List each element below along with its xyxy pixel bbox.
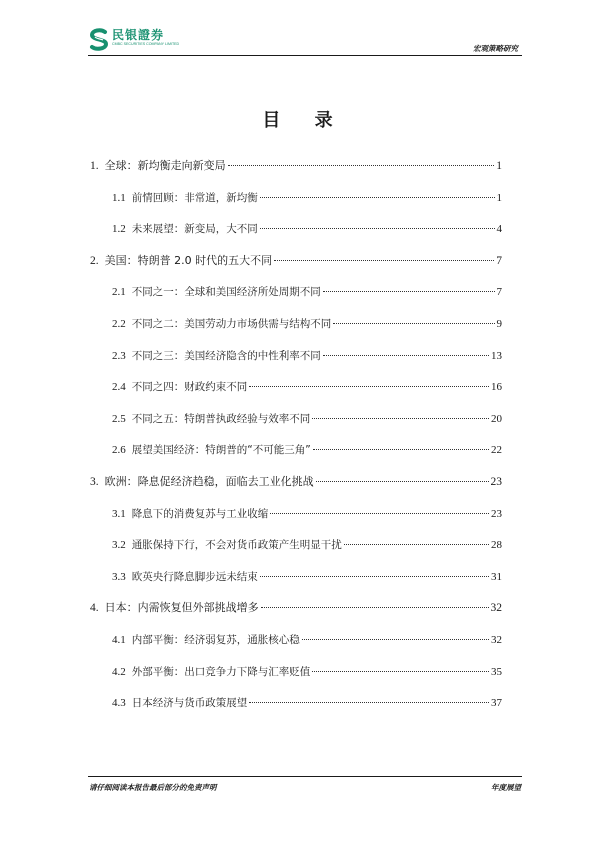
toc-leader-dots bbox=[274, 260, 494, 261]
toc-entry-title: 欧英央行降息脚步远未结束 bbox=[131, 571, 258, 583]
toc-entry-title: 内部平衡：经济弱复苏，通胀核心稳 bbox=[131, 634, 300, 646]
toc-entry-title: 美国：特朗普 2.0 时代的五大不同 bbox=[104, 254, 273, 267]
toc-entry-number: 1. bbox=[90, 160, 99, 172]
toc-chapter-entry[interactable] bbox=[90, 600, 502, 616]
toc-entry-number: 4. bbox=[90, 602, 99, 614]
toc-entry-number: 4.3 bbox=[112, 697, 126, 709]
toc-leader-dots bbox=[260, 228, 495, 229]
toc-leader-dots bbox=[312, 671, 489, 672]
toc-entry-number: 4.2 bbox=[112, 666, 126, 678]
report-type: 年度展望 bbox=[491, 783, 521, 792]
toc-page-number: 16 bbox=[491, 381, 502, 393]
toc-section-entry[interactable] bbox=[112, 569, 502, 585]
toc-leader-dots bbox=[228, 165, 495, 166]
toc-page-number: 13 bbox=[491, 350, 502, 362]
toc-chapter-entry[interactable] bbox=[90, 474, 502, 490]
toc-page-number: 4 bbox=[496, 223, 502, 235]
report-category: 宏观策略研究 bbox=[473, 44, 518, 53]
toc-entry-title: 未来展望：新变局，大不同 bbox=[131, 223, 258, 235]
toc-entry-title: 外部平衡：出口竞争力下降与汇率贬值 bbox=[131, 666, 311, 678]
toc-section-entry[interactable] bbox=[112, 506, 502, 522]
toc-page-number: 7 bbox=[496, 286, 502, 298]
toc-entry-number: 1.2 bbox=[112, 223, 126, 235]
toc-entry-title: 不同之四：财政约束不同 bbox=[131, 381, 248, 393]
toc-entry-title: 展望美国经济：特朗普的“不可能三角” bbox=[131, 444, 311, 456]
toc-page-number: 23 bbox=[491, 508, 502, 520]
toc-entry-title: 全球：新均衡走向新变局 bbox=[104, 159, 226, 172]
toc-entry-number: 1.1 bbox=[112, 192, 126, 204]
logo-wordmark: 民银證券 bbox=[112, 28, 165, 42]
toc-leader-dots bbox=[344, 544, 489, 545]
toc-page-number: 35 bbox=[491, 666, 502, 678]
toc-entry-title: 不同之二：美国劳动力市场供需与结构不同 bbox=[131, 318, 332, 330]
toc-page-number: 37 bbox=[491, 697, 502, 709]
toc-entry-title: 不同之五：特朗普执政经验与效率不同 bbox=[131, 413, 311, 425]
toc-page-number: 9 bbox=[496, 318, 502, 330]
toc-entry-number: 2.3 bbox=[112, 350, 126, 362]
toc-section-entry[interactable] bbox=[112, 190, 502, 206]
toc-page-number: 23 bbox=[490, 476, 502, 488]
toc-entry-title: 日本经济与货币政策展望 bbox=[131, 697, 248, 709]
toc-entry-number: 2.5 bbox=[112, 413, 126, 425]
toc-page-number: 32 bbox=[490, 602, 502, 614]
toc-leader-dots bbox=[313, 449, 489, 450]
toc-entry-number: 2.4 bbox=[112, 381, 126, 393]
toc-entry-number: 2. bbox=[90, 255, 99, 267]
toc-leader-dots bbox=[261, 607, 489, 608]
toc-entry-number: 3. bbox=[90, 476, 99, 488]
logo-subtext: CMBC SECURITIES COMPANY LIMITED bbox=[112, 42, 180, 46]
toc-section-entry[interactable] bbox=[112, 221, 502, 237]
toc-chapter-entry[interactable] bbox=[90, 253, 502, 269]
toc-leader-dots bbox=[323, 291, 495, 292]
toc-entry-title: 不同之三：美国经济隐含的中性利率不同 bbox=[131, 350, 321, 362]
toc-page-number: 28 bbox=[491, 539, 502, 551]
toc-leader-dots bbox=[249, 386, 489, 387]
toc-leader-dots bbox=[302, 639, 489, 640]
toc-section-entry[interactable] bbox=[112, 348, 502, 364]
toc-entry-title: 日本：内需恢复但外部挑战增多 bbox=[104, 601, 259, 614]
toc-entry-number: 3.2 bbox=[112, 539, 126, 551]
footer-divider bbox=[88, 776, 522, 777]
company-logo bbox=[88, 28, 179, 54]
toc-section-entry[interactable] bbox=[112, 284, 502, 300]
toc-section-entry[interactable] bbox=[112, 316, 502, 332]
toc-leader-dots bbox=[333, 323, 494, 324]
disclaimer-note: 请仔细阅读本报告最后部分的免责声明 bbox=[89, 783, 217, 792]
toc-entry-title: 前情回顾：非常道，新均衡 bbox=[131, 192, 258, 204]
toc-leader-dots bbox=[260, 576, 489, 577]
toc-section-entry[interactable] bbox=[112, 442, 502, 458]
toc-chapter-entry[interactable] bbox=[90, 158, 502, 174]
toc-section-entry[interactable] bbox=[112, 695, 502, 711]
toc-section-entry[interactable] bbox=[112, 379, 502, 395]
toc-entry-title: 不同之一：全球和美国经济所处周期不同 bbox=[131, 286, 321, 298]
toc-entry-number: 3.3 bbox=[112, 571, 126, 583]
toc-leader-dots bbox=[312, 418, 489, 419]
toc-section-entry[interactable] bbox=[112, 664, 502, 680]
toc-leader-dots bbox=[316, 481, 489, 482]
toc-title: 目 录 bbox=[262, 110, 347, 131]
toc-section-entry[interactable] bbox=[112, 411, 502, 427]
toc-leader-dots bbox=[270, 513, 489, 514]
page-header bbox=[88, 28, 520, 54]
toc-page-number: 22 bbox=[491, 444, 502, 456]
toc-entry-number: 2.2 bbox=[112, 318, 126, 330]
toc-section-entry[interactable] bbox=[112, 537, 502, 553]
toc-page-number: 1 bbox=[496, 160, 502, 172]
toc-page-number: 20 bbox=[491, 413, 502, 425]
toc-page-number: 7 bbox=[496, 255, 502, 267]
toc-entry-number: 2.1 bbox=[112, 286, 126, 298]
toc-page-number: 32 bbox=[491, 634, 502, 646]
toc-entry-title: 欧洲：降息促经济趋稳，面临去工业化挑战 bbox=[104, 475, 314, 488]
toc-page-number: 1 bbox=[496, 192, 502, 204]
toc-leader-dots bbox=[249, 702, 489, 703]
toc-entry-number: 3.1 bbox=[112, 508, 126, 520]
toc-entry-number: 2.6 bbox=[112, 444, 126, 456]
toc-entry-title: 降息下的消费复苏与工业收缩 bbox=[131, 508, 269, 520]
toc-section-entry[interactable] bbox=[112, 632, 502, 648]
toc-entry-title: 通胀保持下行，不会对货币政策产生明显干扰 bbox=[131, 539, 342, 551]
logo-s-icon bbox=[88, 28, 110, 52]
toc-leader-dots bbox=[260, 197, 495, 198]
toc-page-number: 31 bbox=[491, 571, 502, 583]
toc-leader-dots bbox=[323, 355, 489, 356]
toc-entry-number: 4.1 bbox=[112, 634, 126, 646]
header-divider bbox=[88, 55, 522, 56]
